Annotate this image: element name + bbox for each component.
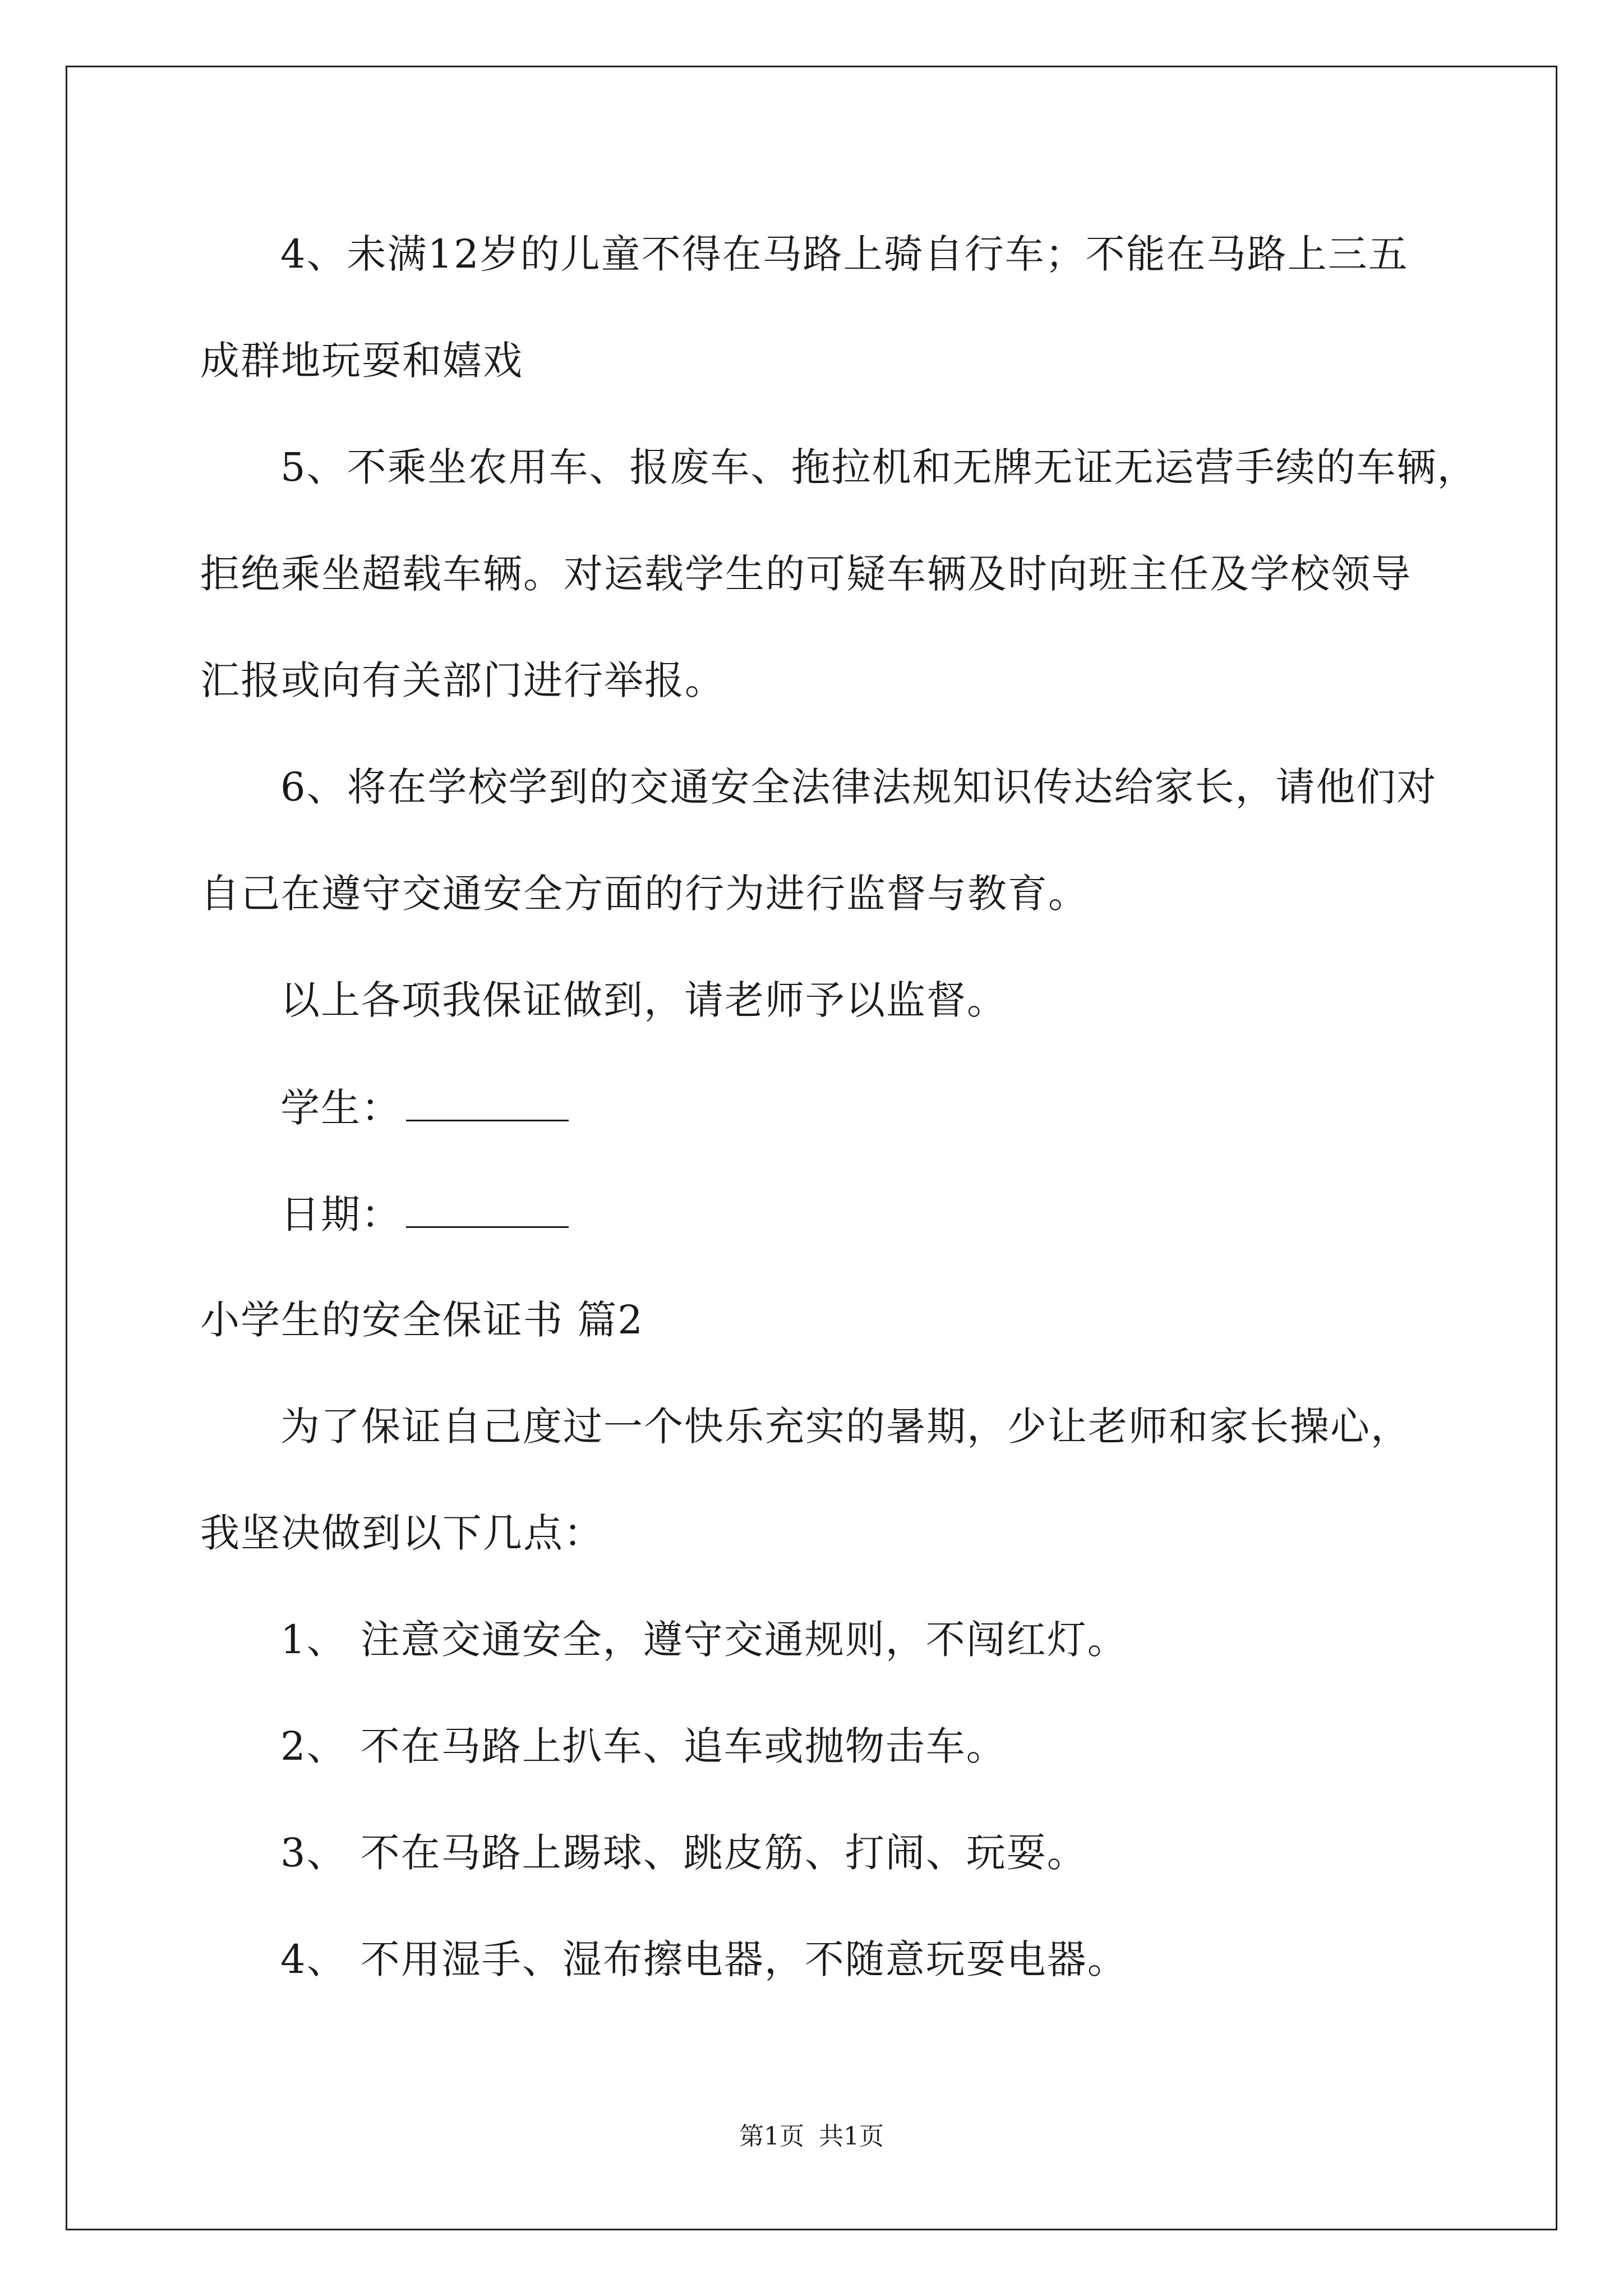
text-line-8: 以上各项我保证做到，请老师予以监督。 — [280, 977, 1007, 1023]
page-border — [66, 66, 1557, 2230]
text-line-5: 汇报或向有关部门进行举报。 — [200, 657, 725, 703]
student-label: 学生： — [280, 1085, 402, 1131]
list-item-1: 1、 注意交通安全，遵守交通规则，不闯红灯。 — [280, 1617, 1128, 1663]
text-line-7: 自己在遵守交通安全方面的行为进行监督与教育。 — [200, 871, 1089, 917]
text-line-1: 4、未满12岁的儿童不得在马路上骑自行车；不能在马路上三五 — [280, 231, 1409, 277]
text-line-9: 为了保证自己度过一个快乐充实的暑期，少让老师和家长操心， — [280, 1404, 1411, 1450]
text-line-3: 5、不乘坐农用车、报废车、拖拉机和无牌无证无运营手续的车辆， — [280, 444, 1478, 490]
student-blank — [406, 1087, 569, 1121]
page-footer — [0, 2124, 1623, 2149]
text-line-10: 我坚决做到以下几点： — [200, 1510, 604, 1556]
page-total: 共1页 — [819, 2122, 884, 2151]
date-blank — [406, 1194, 569, 1228]
student-signature-line — [280, 1085, 569, 1131]
text-line-2: 成群地玩耍和嬉戏 — [200, 338, 523, 384]
page-number: 第1页 — [739, 2122, 804, 2151]
list-item-3: 3、 不在马路上踢球、跳皮筋、打闹、玩耍。 — [280, 1830, 1087, 1876]
date-label: 日期： — [280, 1191, 402, 1237]
date-signature-line — [280, 1191, 569, 1237]
text-line-6: 6、将在学校学到的交通安全法律法规知识传达给家长，请他们对 — [280, 764, 1437, 810]
text-line-4: 拒绝乘坐超载车辆。对运载学生的可疑车辆及时向班主任及学校领导 — [200, 551, 1412, 597]
list-item-4: 4、 不用湿手、湿布擦电器，不随意玩耍电器。 — [280, 1936, 1128, 1982]
list-item-2: 2、 不在马路上扒车、追车或抛物击车。 — [280, 1723, 1007, 1769]
section-title: 小学生的安全保证书 篇2 — [200, 1297, 644, 1343]
